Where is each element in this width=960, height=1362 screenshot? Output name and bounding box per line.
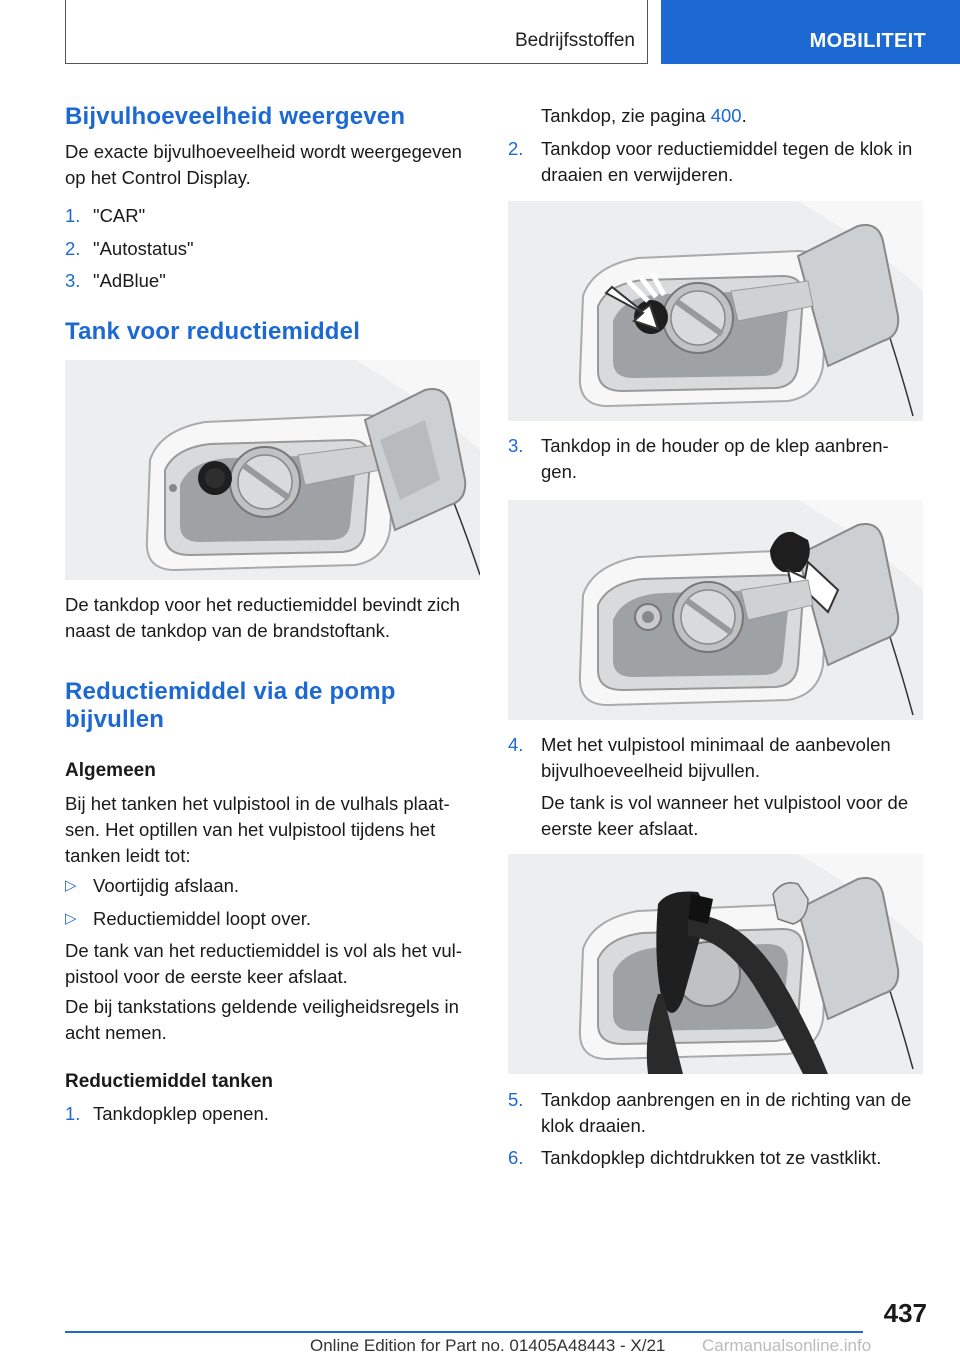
paragraph-tank-vol: De tank van het reductiemiddel is vol als het vul-pistool voor de eerste keer afslaat. xyxy=(65,940,462,987)
step-item xyxy=(508,433,923,485)
header-chapter-tab[interactable] xyxy=(661,0,960,64)
step-text: Tankdop voor reductiemiddel tegen de klok in draaien en verwijderen. xyxy=(541,138,913,185)
header-section-title: Bedrijfsstoffen xyxy=(514,30,635,51)
heading-reductiemiddel-pomp: Reductiemiddel via de pomp bijvullen xyxy=(65,678,396,733)
list-item xyxy=(65,236,480,262)
step-number: 6. xyxy=(508,1147,524,1168)
step-item xyxy=(508,136,923,188)
footer-divider xyxy=(65,1331,863,1333)
heading-tank-reductiemiddel: Tank voor reductiemiddel xyxy=(65,318,361,345)
list-text: "Autostatus" xyxy=(93,238,194,259)
figure-cap-holder xyxy=(508,500,923,720)
paragraph-exacte-bijvulhoeveelheid: De exacte bijvulhoeveelheid wordt weergegeven op het Control Display. xyxy=(65,141,462,188)
step-text: Tankdop aanbrengen en in de richting van de klok draaien. xyxy=(541,1089,912,1136)
step-item xyxy=(508,732,923,784)
list-number: 2. xyxy=(65,238,81,259)
bullet-text: Reductiemiddel loopt over. xyxy=(93,908,312,929)
cap-holder-illustration xyxy=(508,500,923,720)
paragraph-veiligheidsregels: De bij tankstations geldende veiligheidsregels in acht nemen. xyxy=(65,996,459,1043)
bullet-text: Voortijdig afslaan. xyxy=(93,875,240,896)
step-text: Tankdopklep dichtdrukken tot ze vastklikt. xyxy=(541,1147,882,1168)
step-item xyxy=(508,1145,928,1171)
header-section-box xyxy=(65,0,648,64)
list-number: 1. xyxy=(65,205,81,226)
bullet-item xyxy=(65,906,480,932)
step-number: 5. xyxy=(508,1089,524,1110)
list-number: 3. xyxy=(65,270,81,291)
list-text: Tankdopklep openen. xyxy=(93,1103,269,1124)
subheading-algemeen: Algemeen xyxy=(65,760,156,781)
page-number: 437 xyxy=(883,1298,927,1328)
page-link[interactable]: 400 xyxy=(710,105,742,126)
tank-flap-illustration xyxy=(65,360,480,580)
list-text: "CAR" xyxy=(93,205,146,226)
filling-nozzle-illustration xyxy=(508,854,923,1074)
list-item xyxy=(65,1101,480,1127)
figure-tank-flap xyxy=(65,360,480,580)
step-item xyxy=(508,1087,928,1139)
heading-bijvulhoeveelheid: Bijvulhoeveelheid weergeven xyxy=(65,103,406,130)
subheading-reductiemiddel-tanken: Reductiemiddel tanken xyxy=(65,1071,273,1092)
paragraph-continued-tankdop xyxy=(541,103,928,129)
list-item xyxy=(65,268,480,294)
remove-cap-illustration xyxy=(508,201,923,421)
bullet-triangle-icon: ▷ xyxy=(65,877,77,894)
figure-filling-nozzle xyxy=(508,854,923,1074)
step-number: 2. xyxy=(508,138,524,159)
bullet-triangle-icon: ▷ xyxy=(65,910,77,927)
footer-edition: Online Edition for Part no. 01405A48443 - X/21 xyxy=(310,1336,666,1355)
step-number: 3. xyxy=(508,435,524,456)
paragraph-step4-note: De tank is vol wanneer het vulpistool voor de eerste keer afslaat. xyxy=(541,792,909,839)
figure-remove-cap xyxy=(508,201,923,421)
footer-watermark: Carmanualsonline.info xyxy=(702,1336,872,1355)
paragraph-tankdop-locatie: De tankdop voor het reductiemiddel bevindt zich naast de tankdop van de brandstoftank. xyxy=(65,594,460,641)
list-item xyxy=(65,203,480,229)
step-number: 4. xyxy=(508,734,524,755)
step-text: Met het vulpistool minimaal de aanbevolen bijvulhoeveelheid bijvullen. xyxy=(541,734,891,781)
continued-suffix: . xyxy=(741,105,747,126)
continued-text: Tankdop, zie pagina xyxy=(541,105,711,126)
paragraph-vulpistool: Bij het tanken het vulpistool in de vulhals plaat-sen. Het optillen van het vulpistool tijdens het tanken leidt tot: xyxy=(65,793,450,866)
header-chapter-title: MOBILITEIT xyxy=(809,30,926,52)
list-text: "AdBlue" xyxy=(93,270,166,291)
bullet-item xyxy=(65,873,480,899)
step-text: Tankdop in de houder op de klep aanbren-gen. xyxy=(541,435,889,482)
list-number: 1. xyxy=(65,1103,81,1124)
